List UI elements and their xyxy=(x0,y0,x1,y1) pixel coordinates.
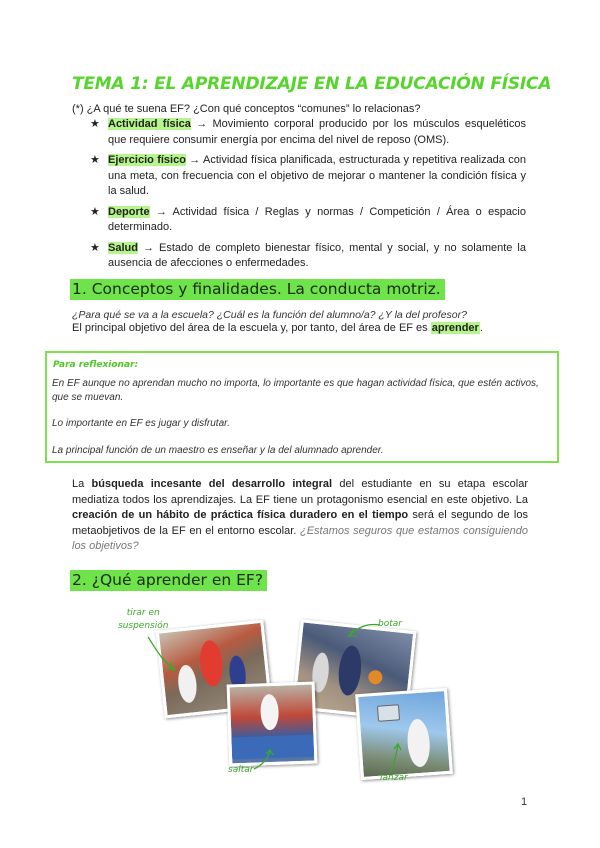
label-botar: botar xyxy=(378,619,402,629)
section-heading-2: 2. ¿Qué aprender en EF? xyxy=(70,570,267,591)
star-bullet-icon: ★ xyxy=(90,118,100,130)
definitions-list xyxy=(90,117,526,277)
paragraph-text-end: . xyxy=(479,322,483,334)
activities-photo-collage xyxy=(118,605,448,785)
definition-item xyxy=(90,153,526,200)
reflection-line: Lo importante en EF es jugar y disfrutar. xyxy=(52,418,230,429)
intro-question: (*) ¿A qué te suena EF? ¿Con qué conceptos “comunes” lo relacionas? xyxy=(72,103,421,115)
definition-text: → Estado de completo bienestar físico, mental y social, y no solamente la ausencia de afecciones o enfermedades. xyxy=(108,241,526,269)
definition-item xyxy=(90,117,526,148)
definition-item xyxy=(90,205,526,236)
definition-term: Deporte xyxy=(108,205,150,218)
bold-text: creación de un hábito de práctica física duradero en el tiempo xyxy=(72,509,409,521)
bold-text: búsqueda incesante del desarrollo integral xyxy=(91,478,333,490)
text-run: será el segundo de los metaobjetivos de la EF en el entorno escolar. xyxy=(72,509,528,537)
section1-question: ¿Para qué se va a la escuela? ¿Cuál es la función del alumno/a? ¿Y la del profesor? xyxy=(72,309,467,321)
definition-text: → Actividad física / Reglas y normas / Competición / Área o espacio determinado. xyxy=(108,205,526,233)
definition-term: Salud xyxy=(108,241,138,254)
star-bullet-icon: ★ xyxy=(90,154,100,166)
label-line: tirar en xyxy=(126,608,160,618)
highlight-aprender: aprender xyxy=(431,322,479,334)
star-bullet-icon: ★ xyxy=(90,205,100,218)
text-run: La xyxy=(72,478,92,490)
label-line: suspensión xyxy=(118,621,169,631)
star-bullet-icon: ★ xyxy=(90,241,100,254)
text-run: del estudiante en su etapa escolar mediatiza todos los aprendizajes. La EF tiene un protagonismo esencial en este objetivo. La xyxy=(72,478,529,506)
document-title: TEMA 1: EL APRENDIZAJE EN LA EDUCACIÓN FÍSICA xyxy=(72,74,552,94)
definition-text: → Actividad física planificada, estructurada y repetitiva realizada con una meta, con frecuencia con el objetivo de mejorar o mantener la condición física y la salud. xyxy=(108,154,526,197)
reflection-line: La principal función de un maestro es enseñar y la del alumnado aprender. xyxy=(52,445,384,456)
definition-term: Ejercicio físico xyxy=(108,154,186,166)
label-tirar-suspension xyxy=(118,607,168,633)
italic-question: ¿Estamos seguros que estamos consiguiendo los objetivos? xyxy=(72,524,529,552)
section1-paragraph xyxy=(72,322,483,334)
reflection-box xyxy=(45,351,559,463)
reflection-line: En EF aunque no aprendan mucho no importa, lo importante es que hagan actividad física, que estén activos, que se muevan. xyxy=(52,378,539,403)
reflection-label: Para reflexionar: xyxy=(53,360,139,370)
page-number: 1 xyxy=(521,796,528,808)
paragraph-text: El principal objetivo del área de la escuela y, por tanto, del área de EF es xyxy=(72,322,431,334)
label-lanzar: lanzar xyxy=(380,773,408,783)
definition-text: → Movimiento corporal producido por los músculos esqueléticos que requiere consumir energía por encima del nivel de reposo (OMS). xyxy=(108,118,526,146)
label-saltar: saltar xyxy=(228,765,254,775)
objectives-paragraph xyxy=(72,477,528,555)
definition-term: Actividad física xyxy=(108,118,191,130)
section-heading-1: 1. Conceptos y finalidades. La conducta motriz. xyxy=(70,279,445,300)
definition-item xyxy=(90,241,526,272)
